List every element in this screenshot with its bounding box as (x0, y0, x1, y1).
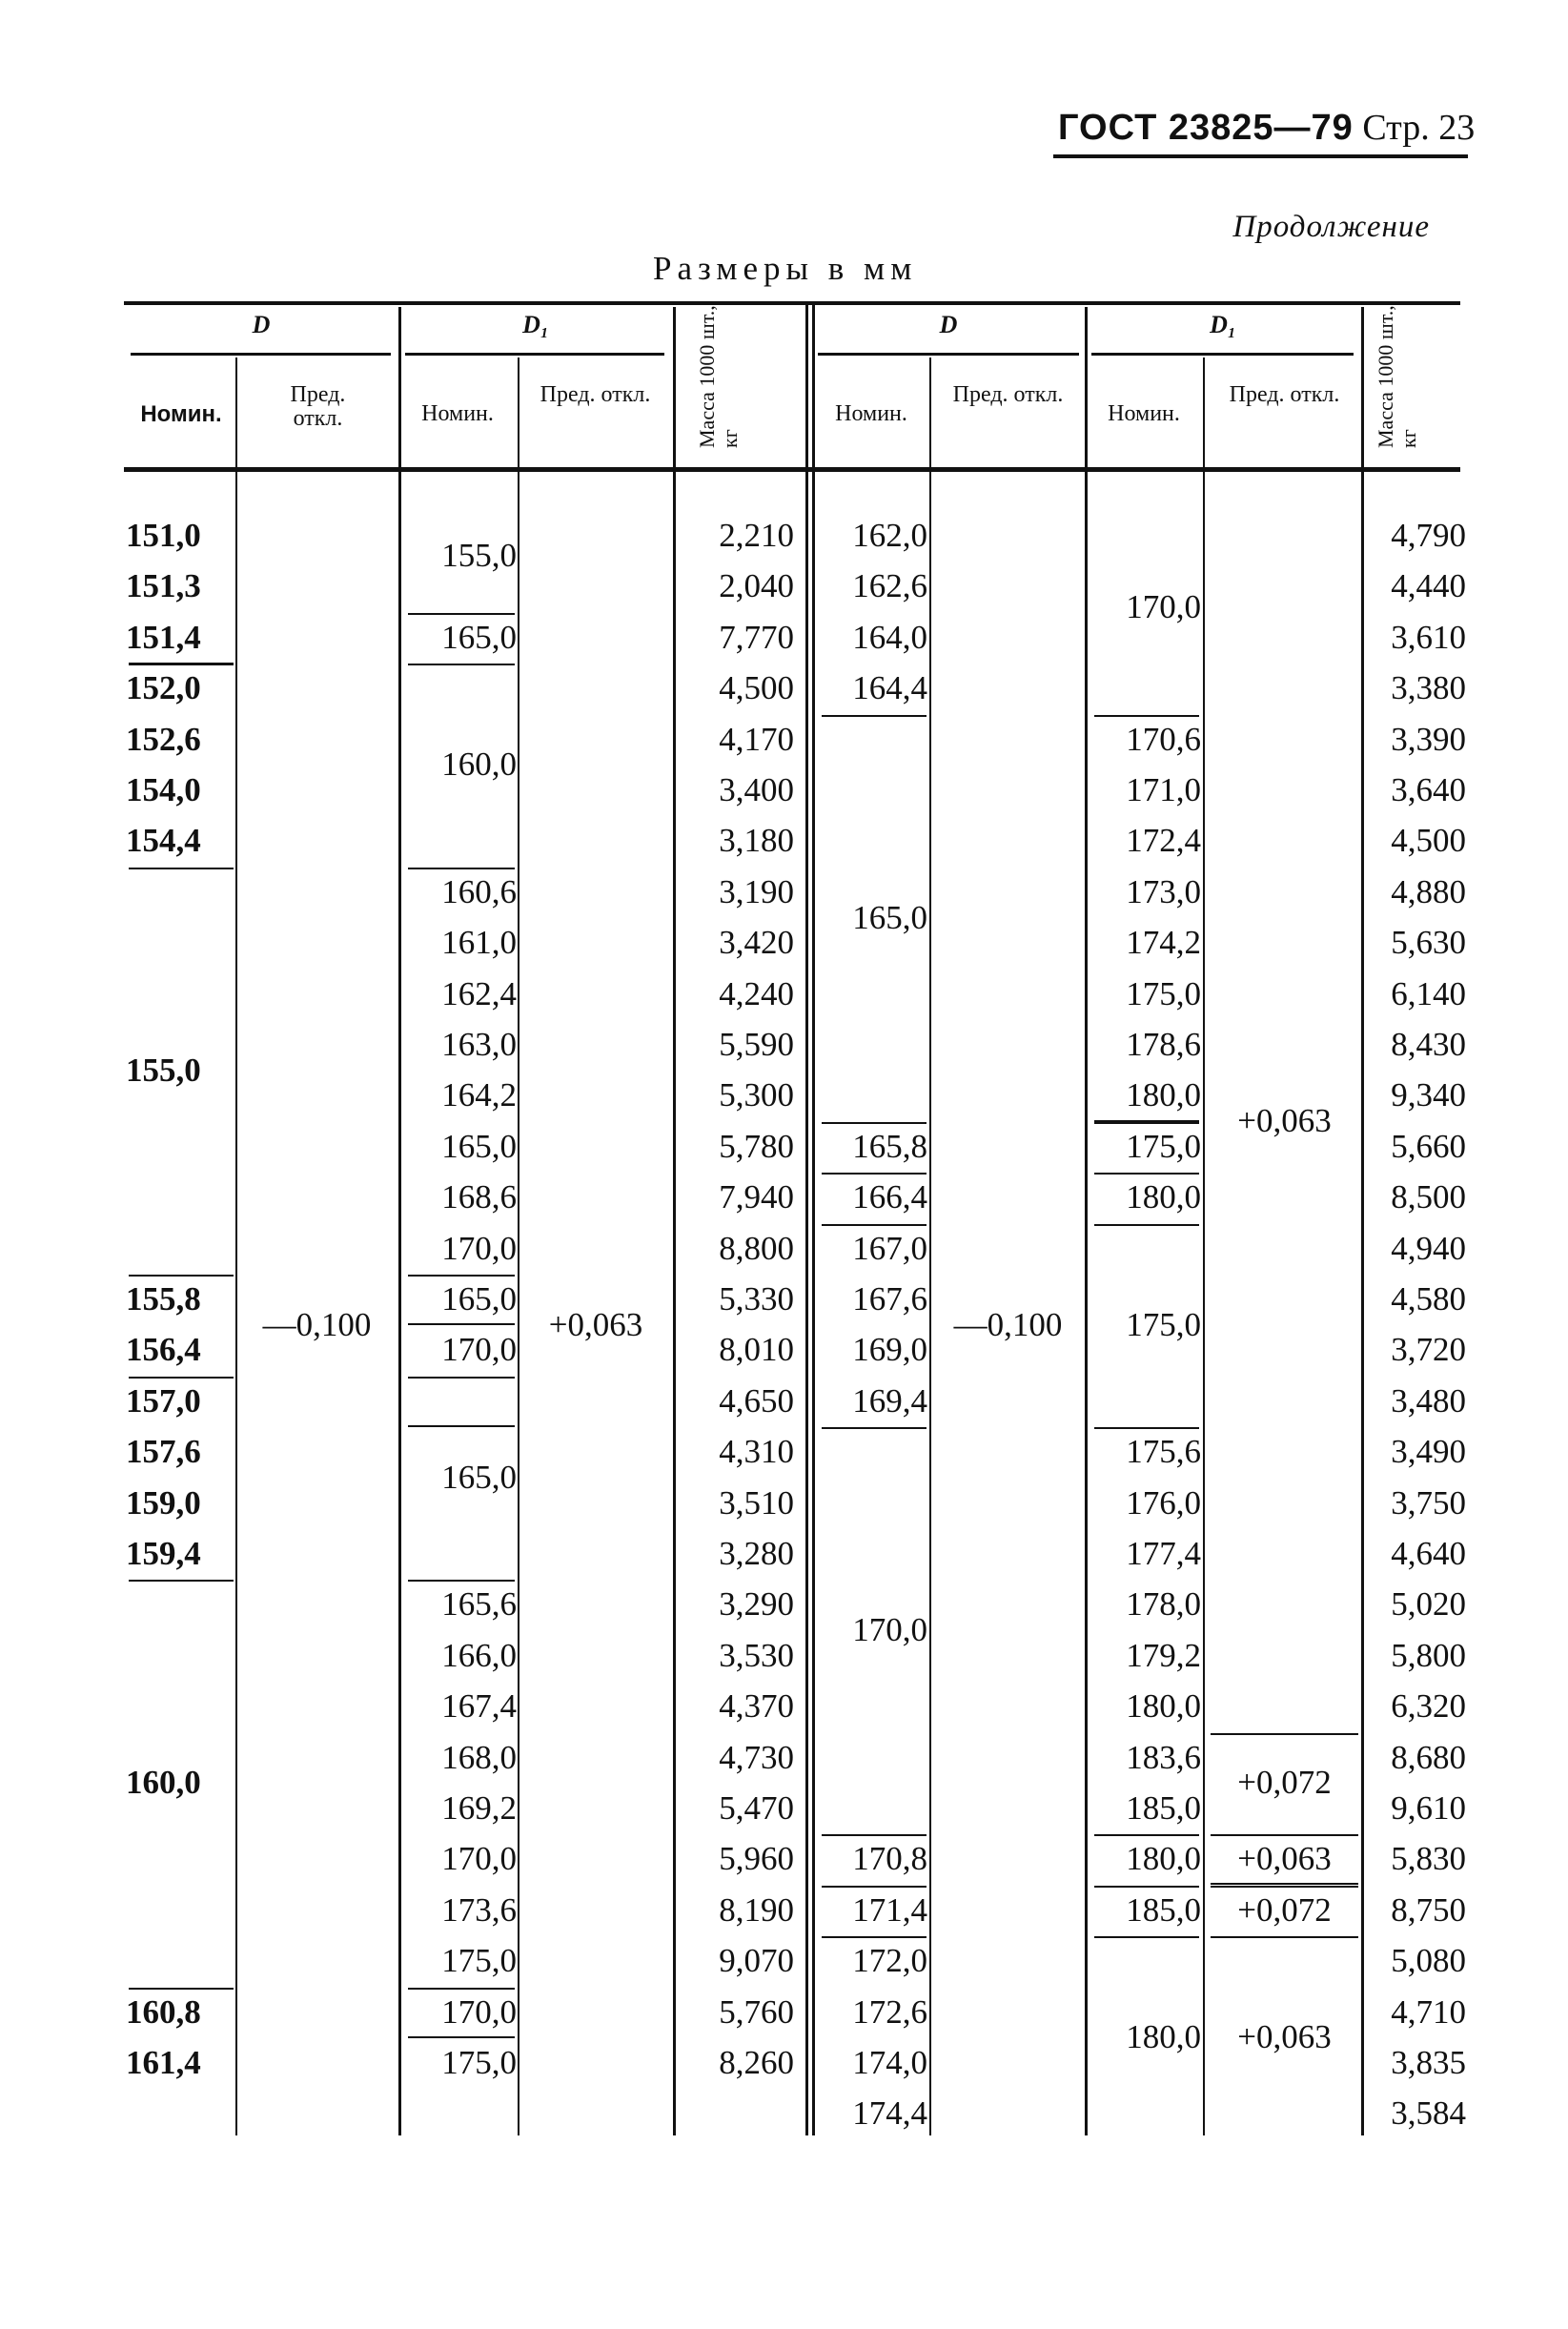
group-separator (1094, 1173, 1199, 1175)
column-divider (929, 358, 931, 2135)
d1-nominal-cell: 170,0 (441, 1331, 517, 1369)
d-nominal-cell: 160,8 (126, 1992, 201, 2031)
d1-nominal-cell: 165,0 (441, 1280, 517, 1318)
column-divider (518, 358, 519, 2135)
group-separator (822, 1122, 927, 1124)
group-separator (1211, 1733, 1358, 1735)
d-nominal-cell: 174,0 (852, 2044, 927, 2081)
mass-cell: 3,420 (719, 924, 794, 962)
d-nominal-cell: 170,0 (852, 1611, 927, 1649)
group-separator (1211, 1886, 1358, 1888)
d1-nominal-cell: 164,2 (441, 1076, 517, 1114)
d-nominal-cell: 155,8 (126, 1280, 201, 1318)
d-nominal-cell: 151,4 (126, 618, 201, 656)
mass-cell: 9,070 (719, 1942, 794, 1980)
d-deviation-cell: —0,100 (953, 1305, 1063, 1343)
d1-nominal-cell: 170,0 (441, 1992, 517, 2031)
mass-cell: 7,940 (719, 1178, 794, 1216)
group-separator (822, 715, 927, 717)
mass-cell: 4,580 (1391, 1280, 1466, 1318)
d1-nominal-cell: 161,0 (441, 924, 517, 962)
d1-nominal-cell: 180,0 (1126, 1840, 1201, 1878)
mass-cell: 3,400 (719, 771, 794, 808)
d1-nominal-cell: 165,0 (441, 1127, 517, 1165)
d1-nominal-cell: 180,0 (1126, 2018, 1201, 2056)
mass-cell: 4,880 (1391, 872, 1466, 910)
d-nominal-cell: 161,4 (126, 2044, 201, 2081)
d-nominal-cell: 167,0 (852, 1229, 927, 1267)
mass-cell: 3,584 (1391, 2094, 1466, 2133)
group-rule-d1-left (405, 353, 664, 356)
d1-nominal-cell: 180,0 (1126, 1178, 1201, 1216)
group-separator (822, 1936, 927, 1938)
group-separator (1094, 1224, 1199, 1226)
d1-nominal-cell: 175,0 (441, 2044, 517, 2081)
mass-cell: 3,480 (1391, 1381, 1466, 1420)
header-deviation: Пред. откл. (952, 382, 1064, 407)
header-nominal: Номин. (140, 401, 222, 427)
group-separator (822, 1427, 927, 1429)
d-nominal-cell: 171,4 (852, 1890, 927, 1929)
d-nominal-cell: 172,6 (852, 1992, 927, 2031)
d-nominal-cell: 162,0 (852, 517, 927, 554)
mass-cell: 5,960 (719, 1840, 794, 1878)
d1-nominal-cell: 170,0 (441, 1229, 517, 1267)
center-double-rule (805, 303, 808, 2135)
d1-nominal-cell: 160,0 (441, 746, 517, 784)
d-nominal-cell: 157,6 (126, 1433, 201, 1471)
d1-nominal-cell: 178,0 (1126, 1585, 1201, 1624)
mass-cell: 5,780 (719, 1127, 794, 1165)
mass-cell: 5,080 (1391, 1942, 1466, 1980)
group-separator (408, 2036, 515, 2038)
d-nominal-cell: 167,6 (852, 1280, 927, 1318)
d1-nominal-cell: 171,0 (1126, 771, 1201, 808)
d-nominal-cell: 165,8 (852, 1127, 927, 1165)
group-separator (408, 1377, 515, 1379)
mass-cell: 2,210 (719, 517, 794, 554)
mass-cell: 3,530 (719, 1636, 794, 1674)
mass-cell: 5,470 (719, 1789, 794, 1827)
d1-nominal-cell: 180,0 (1126, 1076, 1201, 1114)
mass-cell: 4,170 (719, 720, 794, 758)
mass-cell: 3,380 (1391, 669, 1466, 707)
header-deviation: Пред. откл. (1229, 382, 1340, 407)
mass-cell: 4,370 (719, 1687, 794, 1726)
mass-cell: 3,490 (1391, 1433, 1466, 1471)
d-nominal-cell: 174,4 (852, 2094, 927, 2133)
group-rule-d1-right (1091, 353, 1354, 356)
group-rule-d-right (818, 353, 1079, 356)
mass-cell: 8,800 (719, 1229, 794, 1267)
group-separator (408, 1580, 515, 1582)
group-separator (1211, 1834, 1358, 1836)
d1-nominal-cell: 172,4 (1126, 822, 1201, 860)
d1-nominal-cell: 178,6 (1126, 1026, 1201, 1063)
d-nominal-cell: 156,4 (126, 1331, 201, 1369)
d1-deviation-cell: +0,072 (1237, 1890, 1332, 1929)
mass-cell: 5,300 (719, 1076, 794, 1114)
mass-cell: 3,640 (1391, 771, 1466, 808)
mass-cell: 4,940 (1391, 1229, 1466, 1267)
group-separator (129, 868, 234, 869)
header-mass-right: Масса 1000 шт., кг (1374, 305, 1420, 448)
header-deviation: Пред. откл. (540, 382, 651, 407)
d1-nominal-cell: 179,2 (1126, 1636, 1201, 1674)
d-nominal-cell: 165,0 (852, 898, 927, 936)
group-separator (408, 1323, 515, 1325)
d1-nominal-cell: 168,0 (441, 1738, 517, 1776)
mass-cell: 4,500 (1391, 822, 1466, 860)
mass-cell: 5,020 (1391, 1585, 1466, 1624)
header-d1-left: D₁ (522, 311, 549, 338)
d1-nominal-cell: 169,2 (441, 1789, 517, 1827)
mass-cell: 4,640 (1391, 1535, 1466, 1572)
mass-cell: 4,500 (719, 669, 794, 707)
mass-cell: 4,650 (719, 1381, 794, 1420)
header-nominal: Номин. (421, 401, 494, 426)
mass-cell: 3,750 (1391, 1483, 1466, 1522)
d1-nominal-cell: 175,0 (1126, 974, 1201, 1012)
header-d-right: D (939, 311, 958, 338)
d-nominal-cell: 172,0 (852, 1942, 927, 1980)
group-separator (1094, 1120, 1199, 1122)
mass-cell: 8,430 (1391, 1026, 1466, 1063)
mass-cell: 2,040 (719, 567, 794, 605)
mass-cell: 3,180 (719, 822, 794, 860)
group-separator (129, 1275, 234, 1277)
d1-nominal-cell: 175,0 (1126, 1305, 1201, 1343)
page-number: Стр. 23 (1362, 108, 1476, 148)
mass-cell: 3,390 (1391, 720, 1466, 758)
d1-nominal-cell: 165,6 (441, 1585, 517, 1624)
d1-nominal-cell: 173,6 (441, 1890, 517, 1929)
group-separator (129, 663, 234, 664)
page-header (1058, 107, 1475, 149)
d1-nominal-cell: 170,0 (1126, 587, 1201, 625)
d-nominal-cell: 162,6 (852, 567, 927, 605)
group-separator (408, 613, 515, 615)
d1-nominal-cell: 166,0 (441, 1636, 517, 1674)
d-nominal-cell: 166,4 (852, 1178, 927, 1216)
group-separator (1211, 1883, 1358, 1885)
group-separator (1094, 1834, 1199, 1836)
mass-cell: 4,440 (1391, 567, 1466, 605)
standard-number: ГОСТ 23825—79 (1058, 108, 1354, 148)
mass-cell: 8,190 (719, 1890, 794, 1929)
d-nominal-cell: 159,4 (126, 1535, 201, 1572)
mass-cell: 8,500 (1391, 1178, 1466, 1216)
d1-deviation-cell: +0,063 (548, 1305, 643, 1343)
d1-nominal-cell: 185,0 (1126, 1789, 1201, 1827)
group-separator (822, 1834, 927, 1836)
mass-cell: 5,760 (719, 1992, 794, 2031)
mass-cell: 5,630 (1391, 924, 1466, 962)
mass-cell: 4,240 (719, 974, 794, 1012)
d1-deviation-cell: +0,072 (1237, 1764, 1332, 1802)
d-nominal-cell: 164,4 (852, 669, 927, 707)
d1-nominal-cell: 170,0 (441, 1840, 517, 1878)
d1-nominal-cell: 155,0 (441, 537, 517, 575)
group-separator (129, 1377, 234, 1379)
d1-nominal-cell: 174,2 (1126, 924, 1201, 962)
d1-nominal-cell: 175,0 (441, 1942, 517, 1980)
mass-cell: 4,710 (1391, 1992, 1466, 2031)
d-nominal-cell: 159,0 (126, 1483, 201, 1522)
d1-nominal-cell: 175,0 (1126, 1127, 1201, 1165)
mass-cell: 3,280 (719, 1535, 794, 1572)
mass-cell: 5,590 (719, 1026, 794, 1063)
d1-deviation-cell: +0,063 (1237, 2018, 1332, 2056)
group-separator (1094, 1886, 1199, 1888)
d1-nominal-cell: 165,0 (441, 1458, 517, 1496)
group-separator (1094, 715, 1199, 717)
group-separator (408, 1988, 515, 1990)
d-nominal-cell: 154,4 (126, 822, 201, 860)
group-separator (822, 1173, 927, 1175)
mass-cell: 3,720 (1391, 1331, 1466, 1369)
mass-cell: 4,730 (719, 1738, 794, 1776)
group-separator (408, 1425, 515, 1427)
header-deviation: Пред. откл. (290, 382, 346, 431)
group-separator (822, 1224, 927, 1226)
header-nominal: Номин. (835, 401, 907, 426)
mass-cell: 3,190 (719, 872, 794, 910)
d-nominal-cell: 160,0 (126, 1764, 201, 1802)
header-rule (1053, 154, 1468, 158)
d-nominal-cell: 169,4 (852, 1381, 927, 1420)
d-nominal-cell: 164,0 (852, 618, 927, 656)
header-nominal: Номин. (1108, 401, 1180, 426)
mass-cell: 7,770 (719, 618, 794, 656)
d1-deviation-cell: +0,063 (1237, 1840, 1332, 1878)
mass-cell: 5,830 (1391, 1840, 1466, 1878)
mass-cell: 3,290 (719, 1585, 794, 1624)
d1-deviation-cell: +0,063 (1237, 1102, 1332, 1140)
d-nominal-cell: 169,0 (852, 1331, 927, 1369)
mass-cell: 8,680 (1391, 1738, 1466, 1776)
column-divider (1203, 358, 1205, 2135)
d1-nominal-cell: 163,0 (441, 1026, 517, 1063)
group-separator (408, 868, 515, 869)
mass-cell: 6,320 (1391, 1687, 1466, 1726)
d1-nominal-cell: 176,0 (1126, 1483, 1201, 1522)
header-bottom-rule (124, 467, 1460, 472)
mass-cell: 8,010 (719, 1331, 794, 1369)
group-separator (129, 1988, 234, 1990)
mass-cell: 5,660 (1391, 1127, 1466, 1165)
d1-nominal-cell: 180,0 (1126, 1687, 1201, 1726)
d-nominal-cell: 154,0 (126, 771, 201, 808)
group-separator (1094, 1427, 1199, 1429)
table-top-rule (124, 301, 1460, 305)
d-nominal-cell: 157,0 (126, 1381, 201, 1420)
d1-nominal-cell: 175,6 (1126, 1433, 1201, 1471)
group-separator (129, 1580, 234, 1582)
d-nominal-cell: 155,0 (126, 1051, 201, 1089)
d1-nominal-cell: 185,0 (1126, 1890, 1201, 1929)
mass-cell: 5,800 (1391, 1636, 1466, 1674)
d1-nominal-cell: 183,6 (1126, 1738, 1201, 1776)
mass-cell: 3,835 (1391, 2044, 1466, 2081)
mass-cell: 6,140 (1391, 974, 1466, 1012)
mass-cell: 9,610 (1391, 1789, 1466, 1827)
d1-nominal-cell: 162,4 (441, 974, 517, 1012)
d-nominal-cell: 151,0 (126, 517, 201, 554)
d-nominal-cell: 170,8 (852, 1840, 927, 1878)
group-separator (1094, 1936, 1199, 1938)
group-separator (408, 1275, 515, 1277)
group-separator (1094, 1122, 1199, 1124)
d1-nominal-cell: 167,4 (441, 1687, 517, 1726)
continuation-label: Продолжение (1232, 210, 1430, 244)
d1-nominal-cell: 177,4 (1126, 1535, 1201, 1572)
column-divider (235, 358, 237, 2135)
header-d1-right: D₁ (1210, 311, 1236, 338)
d1-nominal-cell: 160,6 (441, 872, 517, 910)
d1-nominal-cell: 168,6 (441, 1178, 517, 1216)
d-deviation-cell: —0,100 (262, 1305, 372, 1343)
group-separator (1211, 1936, 1358, 1938)
mass-cell: 4,790 (1391, 517, 1466, 554)
mass-cell: 4,310 (719, 1433, 794, 1471)
group-separator (822, 1886, 927, 1888)
d-nominal-cell: 151,3 (126, 567, 201, 605)
d1-nominal-cell: 170,6 (1126, 720, 1201, 758)
mass-cell: 3,510 (719, 1483, 794, 1522)
header-mass-left: Масса 1000 шт., кг (695, 305, 742, 448)
mass-cell: 9,340 (1391, 1076, 1466, 1114)
group-separator (408, 664, 515, 665)
d-nominal-cell: 152,0 (126, 669, 201, 707)
header-d-left: D (252, 311, 271, 338)
units-caption: Размеры в мм (653, 250, 918, 287)
d-nominal-cell: 152,6 (126, 720, 201, 758)
mass-cell: 8,750 (1391, 1890, 1466, 1929)
group-rule-d-left (131, 353, 391, 356)
mass-cell: 5,330 (719, 1280, 794, 1318)
d1-nominal-cell: 165,0 (441, 618, 517, 656)
mass-cell: 3,610 (1391, 618, 1466, 656)
mass-cell: 8,260 (719, 2044, 794, 2081)
d1-nominal-cell: 173,0 (1126, 872, 1201, 910)
